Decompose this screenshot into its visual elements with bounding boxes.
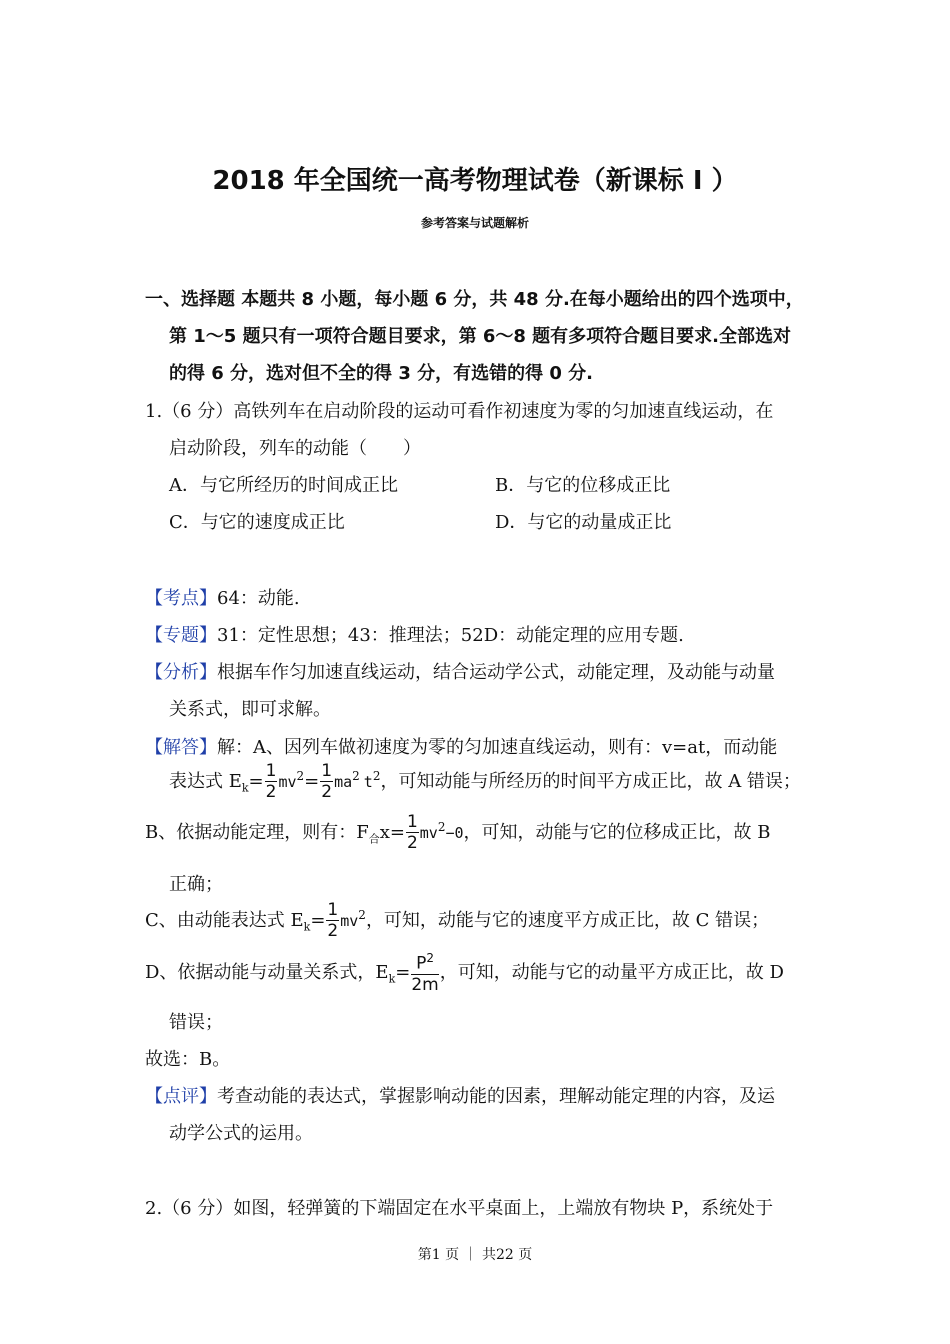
term-t: t — [363, 773, 373, 791]
jieda-row — [145, 733, 777, 759]
page-subtitle: 参考答案与试题解析 — [420, 216, 529, 230]
question-1-line1: 1.（6 分）高铁列车在启动阶段的运动可看作初速度为零的匀加速直线运动，在 — [145, 401, 774, 422]
answer-b-line1 — [145, 814, 771, 852]
superscript-2: 2 — [358, 908, 366, 922]
fenxi-line1: 根据车作匀加速直线运动，结合运动学公式，动能定理，及动能与动量 — [217, 662, 775, 683]
superscript-2: 2 — [372, 769, 381, 783]
frac-num: 1 — [327, 900, 339, 920]
c-prefix: C、由动能表达式 E — [145, 910, 304, 931]
c-suffix: ，可知，动能与它的速度平方成正比，故 C 错误； — [365, 910, 770, 931]
option-b: B．与它的位移成正比 — [495, 475, 671, 496]
frac-den: 2 — [327, 921, 339, 941]
jieda-tag: 【解答】 — [145, 737, 217, 758]
dianping-line1: 考查动能的表达式，掌握影响动能的因素，理解动能定理的内容，及运 — [217, 1086, 775, 1107]
final-choice: 故选：B。 — [145, 1049, 231, 1070]
frac-num: 1 — [406, 812, 418, 832]
dianping-row — [145, 1082, 775, 1108]
term-ma: ma — [334, 773, 353, 791]
subscript-k: k — [388, 972, 396, 986]
b-suffix: ，可知，动能与它的位移成正比，故 B — [463, 822, 771, 843]
term-p: P — [416, 953, 427, 974]
equals-sign: = — [395, 961, 411, 983]
frac-den: 2 — [265, 782, 277, 802]
section-heading-line3: 的得 6 分，选对但不全的得 3 分，有选错的得 0 分. — [169, 363, 594, 384]
fraction-one-half — [320, 763, 333, 801]
zhuanti-text: 31：定性思想；43：推理法；52D：动能定理的应用专题. — [217, 625, 684, 646]
option-a: A．与它所经历的时间成正比 — [169, 475, 398, 496]
answer-d-line1 — [145, 952, 784, 994]
fraction-p2-over-2m — [411, 952, 438, 994]
d-suffix: ，可知，动能与它的动量平方成正比，故 D — [439, 961, 784, 983]
answer-d-line2: 错误； — [169, 1012, 223, 1033]
frac-num: 1 — [321, 761, 333, 781]
term-mv: mv — [340, 912, 359, 930]
page-footer: 第1 页 ｜ 共22 页 — [417, 1247, 533, 1263]
page-title: 2018 年全国统一高考物理试卷（新课标 I ） — [212, 166, 738, 196]
superscript-2: 2 — [352, 769, 360, 783]
kaodian-tag: 【考点】 — [145, 588, 217, 609]
frac-num — [411, 952, 438, 975]
dianping-tag: 【点评】 — [145, 1086, 217, 1107]
fraction-one-half — [406, 814, 419, 852]
formula-suffix: ，可知动能与所经历的时间平方成正比，故 A 错误； — [380, 771, 801, 792]
equals-sign: = — [304, 771, 320, 792]
term-mv: mv — [419, 824, 438, 842]
equals-sign: = — [248, 771, 264, 792]
frac-den: 2m — [411, 974, 439, 995]
section-heading-line1: 一、选择题 本题共 8 小题，每小题 6 分，共 48 分.在每小题给出的四个选项中， — [145, 289, 804, 310]
jieda-formula-line — [169, 763, 801, 801]
subscript-he: 合 — [368, 832, 380, 846]
option-c: C．与它的速度成正比 — [169, 512, 345, 533]
kaodian-row — [145, 584, 300, 610]
question-1-line2: 启动阶段，列车的动能（ ） — [169, 438, 421, 459]
fenxi-tag: 【分析】 — [145, 662, 217, 683]
fraction-one-half — [326, 902, 339, 940]
term-minus-zero: −0 — [445, 824, 464, 842]
equals-sign: = — [310, 910, 326, 931]
subscript-k: k — [303, 920, 311, 934]
jieda-line1: 解：A、因列车做初速度为零的匀加速直线运动，则有：v=at，而动能 — [217, 737, 778, 758]
subscript-k: k — [241, 781, 249, 795]
answer-b-line2: 正确； — [169, 874, 223, 895]
b-x: x= — [379, 822, 405, 843]
question-2-line1: 2.（6 分）如图，轻弹簧的下端固定在水平桌面上，上端放有物块 P，系统处于 — [145, 1198, 774, 1219]
fenxi-row — [145, 658, 775, 684]
fenxi-line2: 关系式，即可求解。 — [169, 699, 331, 720]
frac-num: 1 — [265, 761, 277, 781]
b-prefix: B、依据动能定理，则有：F — [145, 822, 369, 843]
superscript-2: 2 — [437, 820, 446, 834]
kaodian-text: 64：动能. — [217, 588, 300, 609]
dianping-line2: 动学公式的运用。 — [169, 1123, 313, 1144]
frac-den: 2 — [406, 833, 418, 853]
frac-den: 2 — [321, 782, 333, 802]
fraction-one-half — [265, 763, 278, 801]
superscript-2: 2 — [296, 769, 305, 783]
zhuanti-tag: 【专题】 — [145, 625, 217, 646]
zhuanti-row — [145, 621, 684, 647]
answer-c-line — [145, 902, 769, 940]
superscript-2: 2 — [426, 951, 434, 965]
term-mv: mv — [278, 773, 297, 791]
formula-prefix: 表达式 E — [169, 771, 242, 792]
d-prefix: D、依据动能与动量关系式，E — [145, 961, 389, 983]
option-d: D．与它的动量成正比 — [495, 512, 672, 533]
section-heading-line2: 第 1～5 题只有一项符合题目要求，第 6～8 题有多项符合题目要求.全部选对 — [169, 326, 791, 347]
